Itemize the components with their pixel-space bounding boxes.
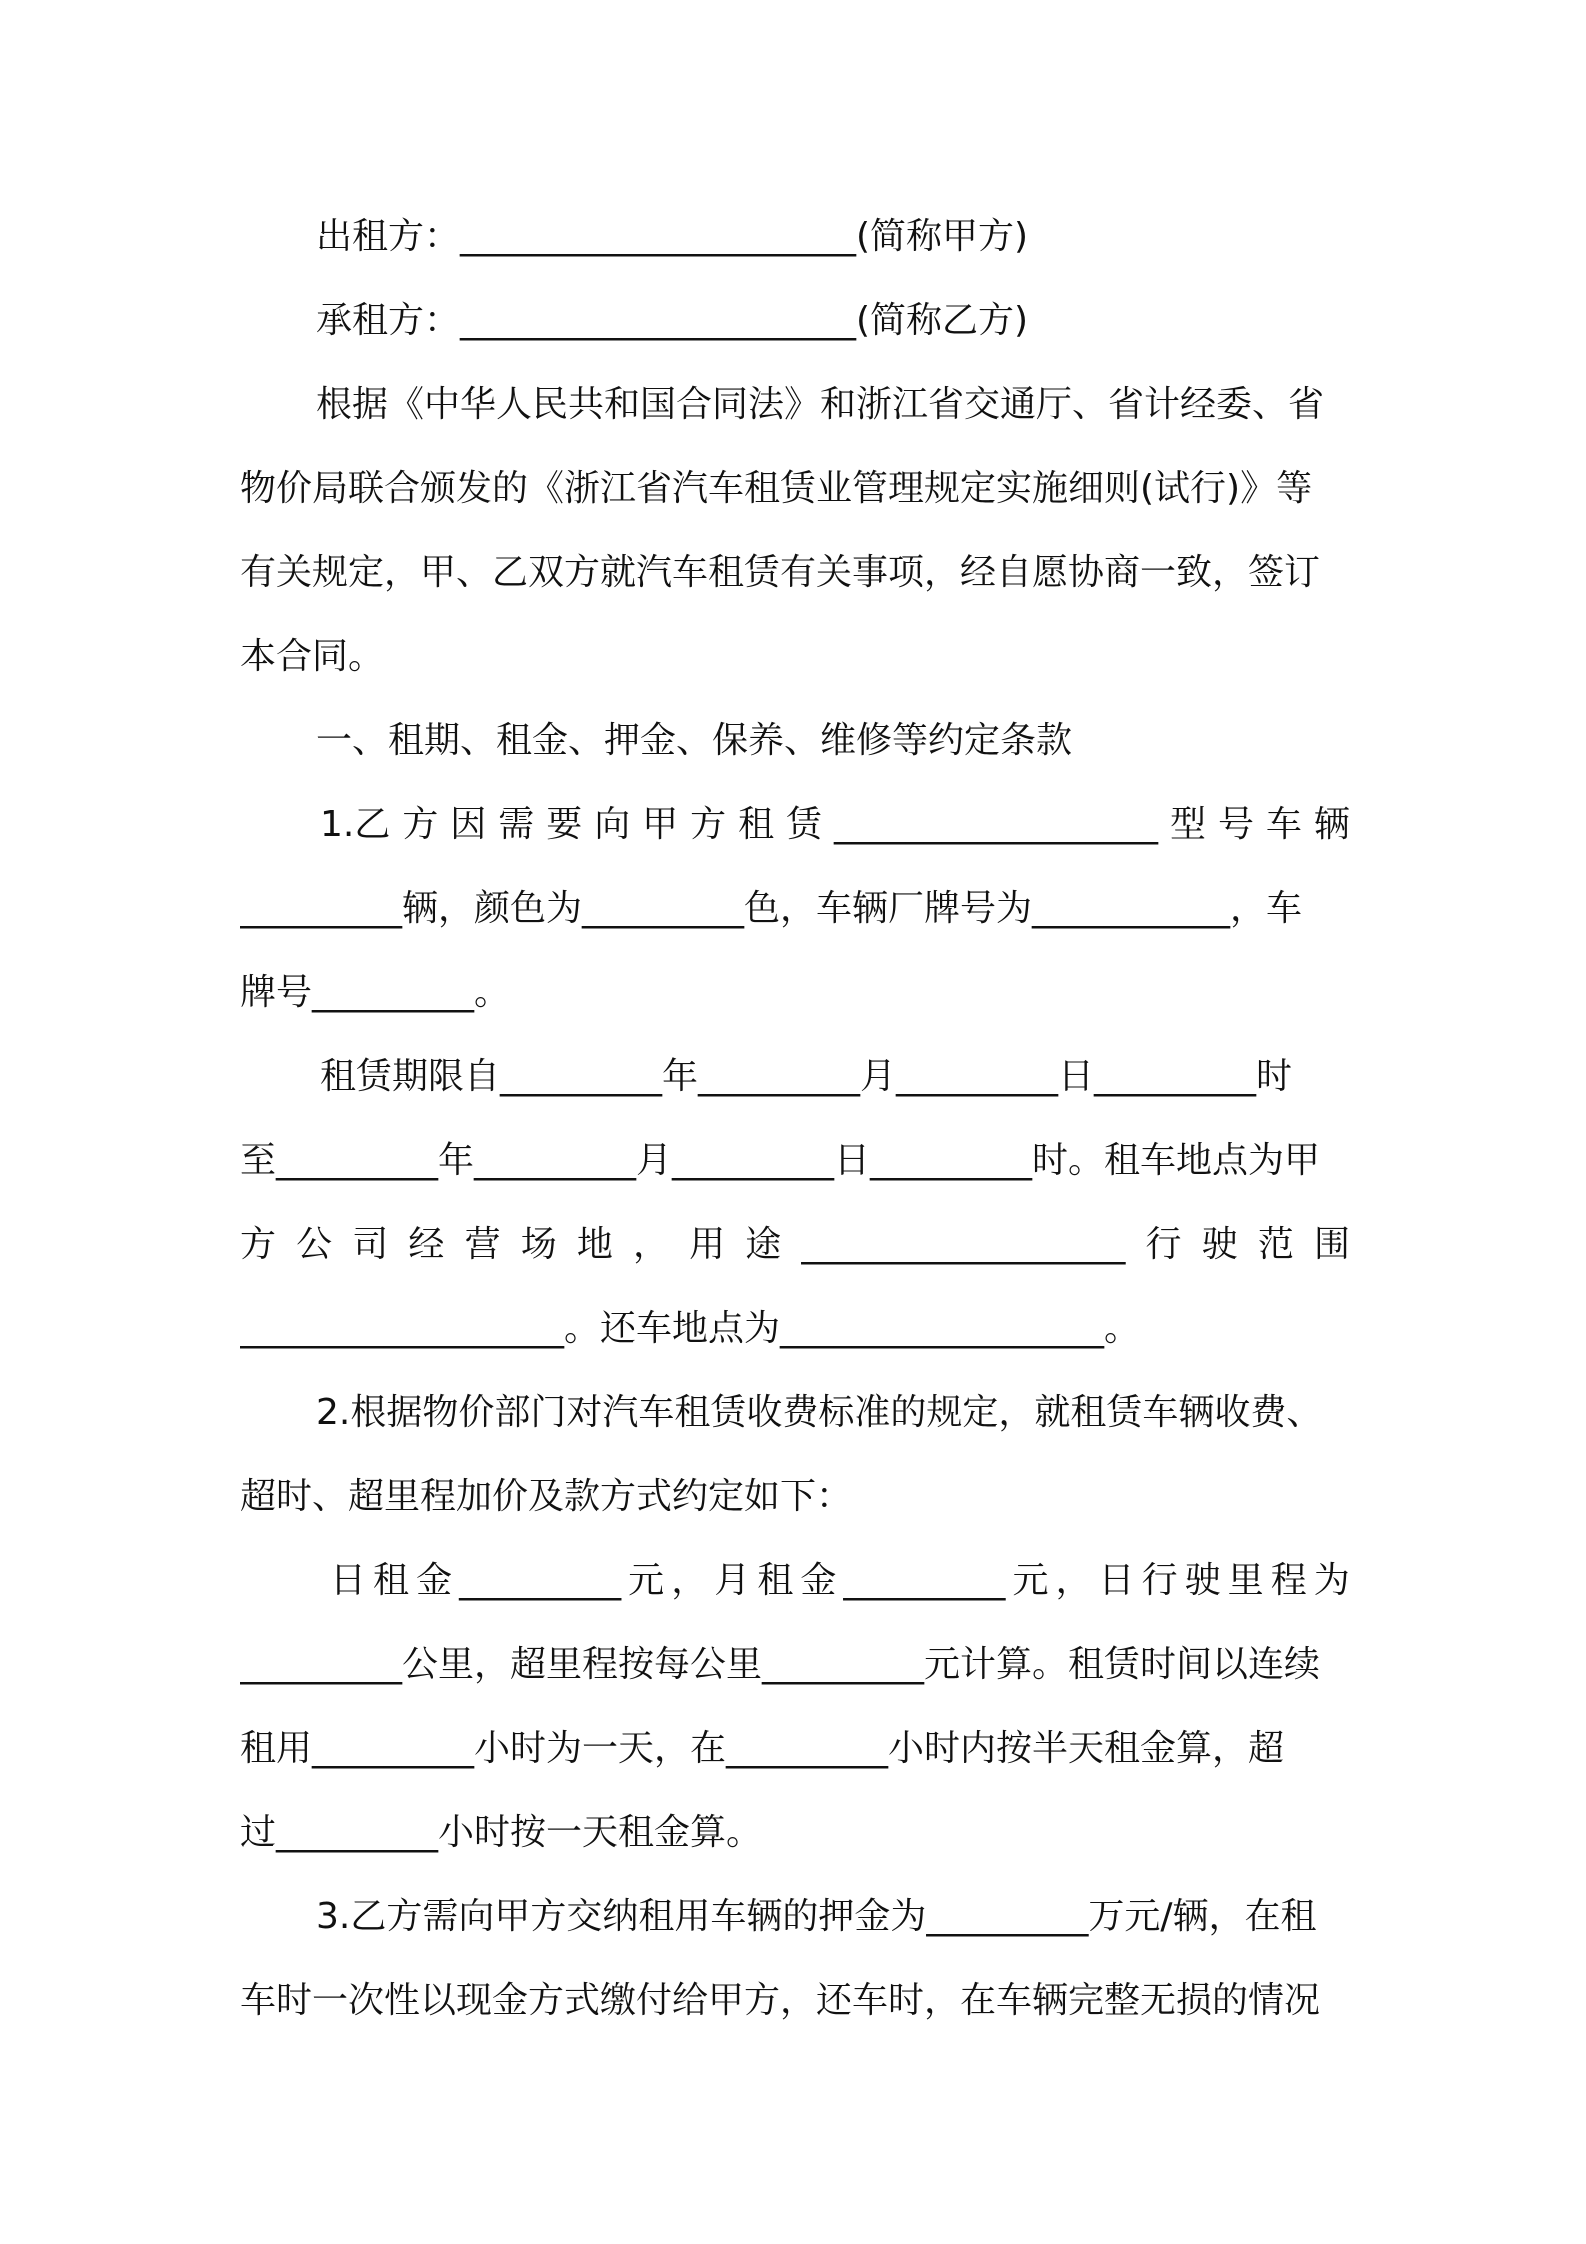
preamble-line-1: 根据《中华人民共和国合同法》和浙江省交通厅、省计经委、省 xyxy=(316,384,1325,425)
clause-1-line-2: _________辆，颜色为_________色，车辆厂牌号为___________，车 xyxy=(240,888,1303,929)
contract-body xyxy=(240,195,1350,2043)
text-segment: 行 xyxy=(1145,1224,1182,1265)
text-segment: 围 xyxy=(1313,1224,1350,1265)
text-segment: 公 xyxy=(296,1224,333,1265)
text-segment: 金 xyxy=(800,1560,837,1601)
text-segment: 金 xyxy=(416,1560,453,1601)
text-segment: 营 xyxy=(464,1224,501,1265)
rent-line-3: 租用_________小时为一天，在_________小时内按半天租金算，超 xyxy=(240,1728,1285,1769)
text-segment: 范 xyxy=(1257,1224,1294,1265)
clause-3-line-1: 3.乙方需向甲方交纳租用车辆的押金为_________万元/辆，在租 xyxy=(316,1896,1317,1937)
text-segment: ， xyxy=(671,1560,708,1601)
text-segment: 用 xyxy=(689,1224,726,1265)
text-segment: 需 xyxy=(498,804,535,845)
text-segment: 向 xyxy=(594,804,631,845)
text-segment: 租 xyxy=(373,1560,410,1601)
clause-2-line-2: 超时、超里程加价及款方式约定如下： xyxy=(240,1476,853,1517)
clause-1-line-3: 牌号_________。 xyxy=(240,972,511,1013)
text-segment: 元 xyxy=(1012,1560,1049,1601)
text-segment: 途 xyxy=(745,1224,782,1265)
lessor-line: 出租方：______________________(简称甲方) xyxy=(316,216,1029,257)
preamble-line-4: 本合同。 xyxy=(240,636,385,677)
text-segment: 场 xyxy=(520,1224,557,1265)
text-segment: 型 xyxy=(1169,804,1206,845)
text-segment: 日 xyxy=(330,1560,367,1601)
text-segment: 月 xyxy=(714,1560,751,1601)
text-segment: 要 xyxy=(546,804,583,845)
blank-field: __________________ xyxy=(834,804,1159,845)
clause-1-line-1 xyxy=(240,783,1350,867)
text-segment: 驶 xyxy=(1184,1560,1221,1601)
text-segment: 为 xyxy=(1313,1560,1350,1601)
clause-2-line-1: 2.根据物价部门对汽车租赁收费标准的规定，就租赁车辆收费、 xyxy=(316,1392,1323,1433)
rent-line-2: _________公里，超里程按每公里_________元计算。租赁时间以连续 xyxy=(240,1644,1321,1685)
text-segment: 程 xyxy=(1270,1560,1307,1601)
text-segment: ， xyxy=(632,1224,669,1265)
text-segment: 1.乙 xyxy=(320,804,391,845)
text-segment: 方 xyxy=(690,804,727,845)
text-segment: 方 xyxy=(240,1224,277,1265)
rent-line-1 xyxy=(240,1539,1350,1623)
text-segment: 行 xyxy=(1141,1560,1178,1601)
text-segment: 驶 xyxy=(1201,1224,1238,1265)
lessee-line: 承租方：______________________(简称乙方) xyxy=(316,300,1029,341)
blank-field: __________________ xyxy=(801,1224,1126,1265)
lease-term-line-4: __________________。还车地点为__________________。 xyxy=(240,1308,1141,1349)
text-segment: 辆 xyxy=(1313,804,1350,845)
text-segment: 因 xyxy=(450,804,487,845)
text-segment: 司 xyxy=(352,1224,389,1265)
section-heading: 一、租期、租金、押金、保养、维修等约定条款 xyxy=(316,720,1073,761)
text-segment: 号 xyxy=(1217,804,1254,845)
text-segment: 租 xyxy=(738,804,775,845)
lease-term-line-3 xyxy=(240,1203,1350,1287)
lease-term-line-1: 租赁期限自_________年_________月_________日_________时 xyxy=(320,1056,1293,1097)
text-segment: 经 xyxy=(408,1224,445,1265)
text-segment: 地 xyxy=(576,1224,613,1265)
clause-3-line-2: 车时一次性以现金方式缴付给甲方，还车时，在车辆完整无损的情况 xyxy=(240,1980,1321,2021)
text-segment: 车 xyxy=(1265,804,1302,845)
text-segment: 里 xyxy=(1227,1560,1264,1601)
text-segment: 甲 xyxy=(642,804,679,845)
text-segment: 方 xyxy=(402,804,439,845)
text-segment: 元 xyxy=(628,1560,665,1601)
preamble-line-2: 物价局联合颁发的《浙江省汽车租赁业管理规定实施细则(试行)》等 xyxy=(240,468,1313,509)
rent-line-4: 过_________小时按一天租金算。 xyxy=(240,1812,763,1853)
text-segment: 赁 xyxy=(786,804,823,845)
text-segment: ， xyxy=(1055,1560,1092,1601)
preamble-line-3: 有关规定，甲、乙双方就汽车租赁有关事项，经自愿协商一致，签订 xyxy=(240,552,1321,593)
text-segment: 日 xyxy=(1098,1560,1135,1601)
lease-term-line-2: 至_________年_________月_________日_________时。租车地点为甲 xyxy=(240,1140,1321,1181)
blank-field: _________ xyxy=(459,1560,622,1601)
text-segment: 租 xyxy=(757,1560,794,1601)
blank-field: _________ xyxy=(843,1560,1006,1601)
